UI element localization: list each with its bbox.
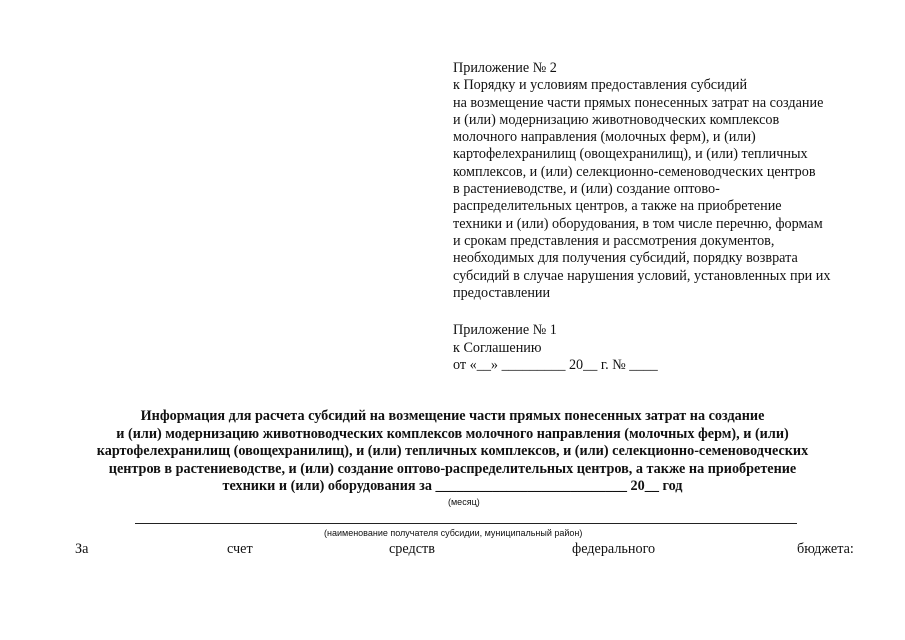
appendix-line: субсидий в случае нарушения условий, установленных при их [453, 267, 831, 284]
appendix-line: к Порядку и условиям предоставления субсидий [453, 77, 748, 94]
appendix-line: предоставлении [453, 284, 551, 301]
bottom-word: бюджета: [797, 541, 854, 557]
appendix-line: необходимых для получения субсидий, порядку возврата [453, 250, 798, 267]
month-label: (месяц) [448, 497, 480, 507]
title-line: техники и (или) оборудования за ___________________________ 20__ год [222, 478, 683, 495]
appendix-line: и (или) модернизацию животноводческих комплексов [453, 111, 780, 128]
appendix-line: распределительных центров, а также на приобретение [453, 198, 782, 215]
bottom-word: счет [227, 541, 253, 557]
bottom-word: федерального [572, 541, 656, 557]
agreement-line: Приложение № 1 [453, 322, 557, 338]
title-line: Информация для расчета субсидий на возмещение части прямых понесенных затрат на создание [140, 408, 765, 424]
document-title [60, 408, 845, 496]
appendix-line: картофелехранилищ (овощехранилищ), и (или) тепличных [453, 146, 808, 163]
recipient-label: (наименование получателя субсидии, муниципальный район) [324, 528, 583, 538]
recipient-rule [135, 523, 797, 524]
agreement-date-line: от «__» _________ 20__ г. № ____ [453, 357, 658, 373]
appendix-line: на возмещение части прямых понесенных затрат на создание [453, 94, 824, 111]
title-line: центров в растениеводстве, и (или) создание оптово-распределительных центров, а также на приобретение [108, 460, 797, 477]
appendix-line: Приложение № 2 [453, 60, 557, 76]
bottom-word: средств [389, 541, 435, 557]
appendix-line: и срокам представления и рассмотрения документов, [453, 232, 775, 249]
agreement-line: к Соглашению [453, 339, 542, 356]
title-line: картофелехранилищ (овощехранилищ), и (или) тепличных комплексов, и (или) селекционно-семеноводческих [96, 443, 809, 460]
agreement-appendix-header [453, 322, 658, 375]
appendix-2-header [453, 60, 893, 302]
title-line: и (или) модернизацию животноводческих комплексов молочного направления (молочных ферм), и (или) [116, 425, 789, 442]
appendix-line: в растениеводстве, и (или) создание оптово- [453, 181, 720, 198]
appendix-line: молочного направления (молочных ферм), и (или) [453, 129, 756, 146]
appendix-line: комплексов, и (или) селекционно-семеноводческих центров [453, 163, 816, 180]
bottom-word: За [75, 541, 89, 557]
appendix-line: техники и (или) оборудования, в том числе перечню, формам [453, 215, 823, 232]
